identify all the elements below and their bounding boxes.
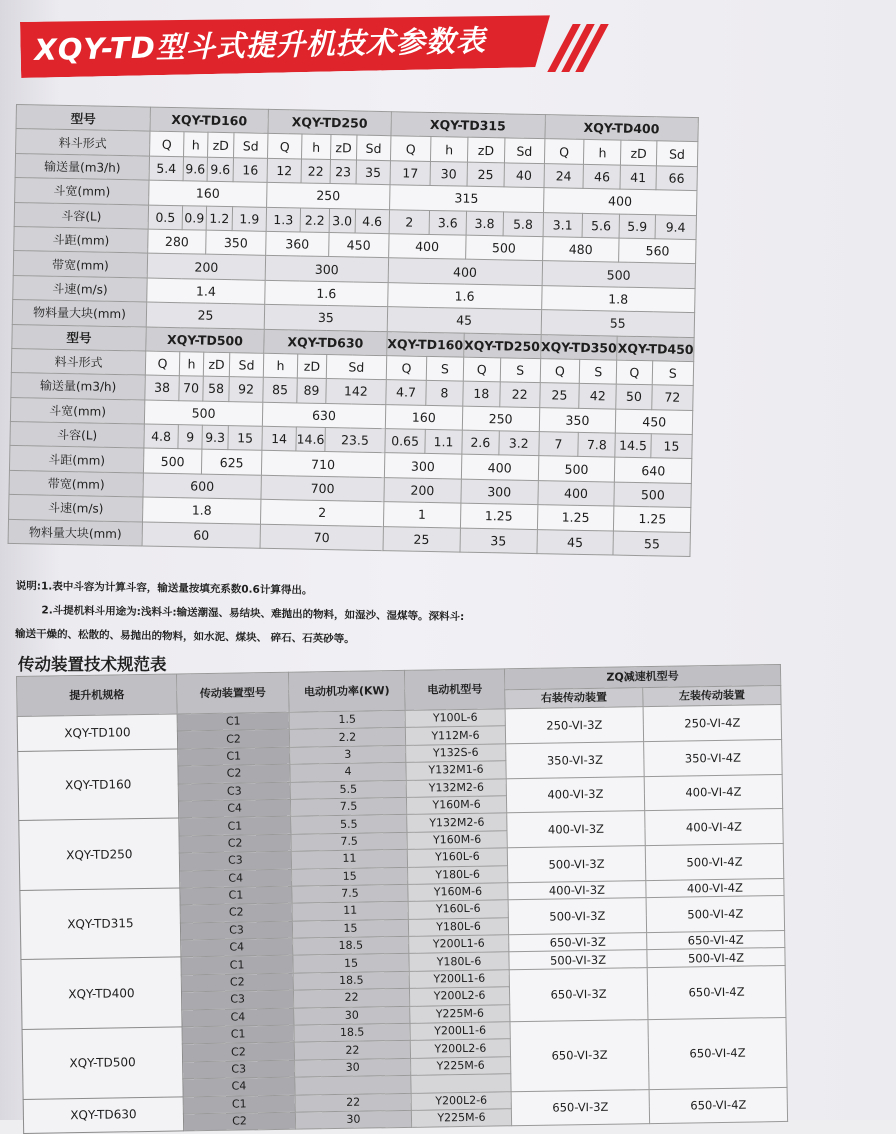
param-cell: 45 [536, 529, 613, 555]
param-cell: 25 [383, 526, 460, 552]
param-cell: Q [463, 357, 501, 382]
header-motor-power: 电动机功率(KW) [288, 670, 405, 712]
motor-power-cell [295, 1076, 411, 1095]
drive-model-cell: C1 [182, 1025, 294, 1044]
header-motor-model: 电动机型号 [404, 669, 505, 711]
motor-model-cell: Y200L1-6 [409, 970, 509, 989]
motor-model-cell: Y160M-6 [406, 796, 506, 815]
motor-power-cell: 18.5 [293, 936, 409, 955]
param-cell: 70 [260, 524, 383, 551]
param-cell: 70 [179, 376, 203, 401]
param-cell: XQY-TD630 [264, 329, 387, 356]
motor-model-cell: Y200L2-6 [410, 1039, 510, 1058]
param-cell: zD [203, 352, 229, 377]
drive-model-cell: C2 [178, 764, 290, 783]
param-cell: 1.6 [265, 280, 388, 307]
param-cell: 85 [263, 378, 297, 403]
param-cell: XQY-TD500 [146, 327, 264, 354]
param-cell: 400 [388, 234, 465, 260]
param-cell: 160 [149, 180, 267, 207]
param-cell: 350 [539, 407, 616, 433]
motor-power-cell: 1.5 [289, 710, 405, 729]
motor-power-cell: 15 [293, 954, 409, 973]
param-cell: 35 [460, 528, 537, 554]
technical-parameter-table-wrapper [8, 104, 699, 557]
motor-power-cell: 18.5 [293, 971, 409, 990]
param-cell: 1.6 [388, 282, 542, 309]
motor-power-cell: 2.2 [289, 728, 405, 747]
motor-power-cell: 7.5 [291, 832, 407, 851]
param-cell: Sd [656, 141, 698, 166]
drive-model-cell: C2 [182, 1043, 294, 1062]
param-cell: 30 [430, 161, 467, 186]
technical-parameter-table [8, 104, 699, 557]
param-cell: S [652, 361, 694, 386]
param-cell: 0.65 [385, 429, 426, 454]
elevator-spec-cell: XQY-TD100 [17, 714, 178, 751]
motor-model-cell: Y160L-6 [407, 848, 507, 867]
param-cell: 15 [650, 434, 692, 459]
param-cell: 500 [542, 261, 696, 288]
row-label: 物料量大块(mm) [12, 300, 146, 327]
param-cell: 5.4 [149, 156, 183, 181]
drive-model-cell: C3 [180, 921, 292, 940]
param-cell: Q [540, 359, 580, 384]
banner-slash-decoration [548, 24, 594, 76]
row-label: 斗宽(mm) [10, 397, 144, 424]
param-cell: 9 [178, 425, 202, 450]
param-cell: Q [544, 139, 584, 164]
param-cell: 3.2 [499, 431, 539, 456]
motor-power-cell: 15 [292, 919, 408, 938]
param-cell: 2.6 [462, 430, 500, 455]
param-cell: 200 [384, 477, 461, 503]
param-cell: 200 [147, 253, 265, 280]
param-cell: Q [617, 360, 653, 385]
param-cell: 600 [143, 473, 261, 500]
left-reducer-cell: 650-VI-4Z [647, 965, 786, 1019]
param-cell: 55 [541, 310, 695, 337]
param-cell: 500 [538, 456, 615, 482]
param-cell: 50 [616, 384, 652, 409]
right-reducer-cell: 650-VI-3Z [509, 933, 647, 953]
motor-power-cell: 30 [295, 1058, 411, 1077]
param-cell: Q [150, 131, 184, 156]
param-cell: 1.1 [425, 430, 462, 455]
param-cell: 640 [615, 458, 692, 484]
param-cell: Q [268, 134, 302, 159]
param-cell: 4.8 [144, 424, 178, 449]
right-reducer-cell: 400-VI-3Z [507, 811, 646, 848]
header-reducer-group: ZQ减速机型号 [504, 664, 780, 689]
row-label: 斗速(m/s) [13, 275, 147, 302]
param-cell: 4.7 [386, 380, 427, 405]
param-cell: 18 [462, 381, 500, 406]
motor-power-cell: 7.5 [292, 884, 408, 903]
motor-power-cell: 22 [294, 1041, 410, 1060]
param-cell: 89 [297, 378, 326, 403]
row-label: 型号 [16, 105, 150, 132]
param-cell: 45 [387, 307, 541, 334]
param-cell: 315 [389, 185, 543, 212]
param-cell: 1.8 [143, 497, 261, 524]
motor-model-cell: Y132M2-6 [407, 813, 507, 832]
param-cell: 1.25 [537, 505, 614, 531]
param-cell: 1.4 [147, 278, 265, 305]
param-cell: 500 [143, 448, 201, 473]
param-cell: 9.4 [655, 214, 697, 239]
param-cell: 9.3 [202, 425, 228, 450]
param-cell: 250 [462, 406, 539, 432]
param-cell: XQY-TD160 [150, 107, 268, 134]
motor-model-cell: Y180L-6 [408, 917, 508, 936]
param-cell: h [302, 134, 331, 159]
motor-model-cell: Y200L1-6 [410, 1022, 510, 1041]
param-cell: Q [390, 136, 431, 161]
note-line-3: 输送干燥的、松散的、易抛出的物料，如水泥、煤块、 碎石、石英砂等。 [14, 627, 355, 646]
param-cell: S [500, 358, 540, 383]
param-cell: Q [145, 351, 179, 376]
param-cell: 1 [383, 502, 460, 528]
param-cell: 8 [426, 381, 463, 406]
param-cell: 35 [356, 160, 390, 185]
right-reducer-cell: 250-VI-3Z [505, 707, 644, 744]
motor-power-cell: 5.5 [291, 815, 407, 834]
drive-model-cell: C2 [183, 1112, 295, 1131]
motor-model-cell: Y200L1-6 [409, 935, 509, 954]
param-cell: h [584, 140, 621, 165]
drive-model-cell: C3 [183, 1060, 295, 1079]
row-label: 带宽(mm) [13, 251, 147, 278]
drive-model-cell: C1 [179, 817, 291, 836]
param-cell: 500 [614, 482, 691, 508]
param-cell: Sd [504, 138, 544, 163]
page-title: XQY-TD型斗式提升机技术参数表 [34, 23, 487, 67]
param-cell: 60 [142, 522, 260, 549]
param-cell: 480 [542, 237, 619, 263]
param-cell: Q [386, 356, 427, 381]
param-cell: S [580, 359, 617, 384]
motor-model-cell: Y200L2-6 [411, 1091, 511, 1110]
motor-power-cell: 4 [290, 763, 406, 782]
param-cell: 400 [461, 455, 538, 481]
elevator-spec-cell: XQY-TD250 [19, 818, 180, 890]
param-cell: XQY-TD400 [544, 115, 698, 142]
motor-model-cell: Y200L2-6 [409, 987, 509, 1006]
right-reducer-cell: 500-VI-3Z [507, 846, 646, 883]
param-cell: 360 [266, 231, 329, 257]
param-cell: 142 [326, 379, 386, 405]
motor-model-cell: Y225M-6 [411, 1109, 511, 1128]
param-cell: 16 [233, 157, 267, 182]
param-cell: 2 [389, 209, 430, 234]
param-cell: 25 [146, 302, 264, 329]
motor-model-cell: Y180L-6 [408, 865, 508, 884]
right-reducer-cell: 650-VI-3Z [510, 1020, 649, 1092]
drive-model-cell: C2 [181, 973, 293, 992]
left-reducer-cell: 650-VI-4Z [648, 1017, 787, 1089]
param-cell: 7 [538, 432, 578, 457]
motor-power-cell: 30 [294, 1006, 410, 1025]
elevator-spec-cell: XQY-TD160 [18, 749, 179, 821]
param-cell: 450 [328, 232, 388, 258]
param-cell: XQY-TD250 [268, 109, 391, 136]
right-reducer-cell: 400-VI-3Z [508, 881, 646, 901]
motor-power-cell: 30 [295, 1110, 411, 1129]
param-cell: S [426, 356, 463, 381]
param-cell: 23.5 [325, 428, 385, 454]
right-reducer-cell: 650-VI-3Z [509, 967, 648, 1021]
param-cell: zD [208, 133, 234, 158]
param-cell: 1.25 [614, 506, 691, 532]
motor-power-cell: 15 [292, 867, 408, 886]
row-label: 输送量(m3/h) [11, 373, 145, 400]
motor-power-cell: 22 [293, 989, 409, 1008]
param-cell: 3.8 [466, 211, 504, 236]
left-reducer-cell: 400-VI-4Z [644, 774, 783, 811]
param-cell: Sd [326, 354, 386, 380]
param-cell: 40 [504, 163, 544, 188]
param-cell: 630 [262, 402, 385, 429]
drive-model-cell: C4 [178, 799, 290, 818]
param-cell: XQY-TD160 [387, 331, 464, 357]
param-cell: 14 [262, 426, 296, 451]
elevator-spec-cell: XQY-TD315 [20, 888, 181, 960]
drive-model-cell: C3 [179, 851, 291, 870]
param-cell: h [263, 353, 297, 378]
motor-model-cell: Y180L-6 [409, 952, 509, 971]
param-cell: 5.8 [503, 211, 543, 236]
param-cell: 625 [201, 450, 261, 476]
drive-model-cell: C1 [183, 1095, 295, 1114]
drive-model-cell: C3 [178, 782, 290, 801]
param-cell: 450 [616, 409, 693, 435]
drive-model-cell: C1 [178, 747, 290, 766]
param-cell: 5.6 [582, 213, 619, 238]
header-spec: 提升机规格 [17, 674, 178, 717]
header-left-drive: 左装传动装置 [643, 685, 781, 706]
param-cell: 72 [651, 385, 693, 410]
param-cell: 12 [267, 158, 301, 183]
param-cell: 500 [144, 400, 262, 427]
param-cell: 24 [543, 163, 583, 188]
motor-model-cell: Y160M-6 [408, 883, 508, 902]
row-label: 物料量大块(mm) [8, 519, 142, 546]
motor-power-cell: 22 [295, 1093, 411, 1112]
motor-model-cell: Y132M2-6 [406, 778, 506, 797]
drive-spec-section-title: 传动装置技术规范表 [18, 655, 167, 674]
elevator-spec-cell: XQY-TD400 [21, 957, 182, 1029]
param-cell: 35 [264, 304, 387, 331]
param-cell: 25 [539, 383, 579, 408]
right-reducer-cell: 500-VI-3Z [509, 950, 647, 970]
param-cell: 2.2 [300, 208, 329, 233]
param-cell: zD [621, 141, 657, 166]
param-cell: Sd [234, 133, 268, 158]
param-cell: 1.9 [232, 206, 266, 231]
param-cell: 300 [461, 479, 538, 505]
param-cell: 3.6 [429, 210, 466, 235]
param-cell: 5.9 [619, 214, 655, 239]
motor-model-cell: Y132M1-6 [406, 761, 506, 780]
left-reducer-cell: 500-VI-4Z [646, 896, 785, 933]
right-reducer-cell: 400-VI-3Z [506, 776, 645, 813]
param-cell: 2 [260, 500, 383, 527]
drive-model-cell: C1 [181, 956, 293, 975]
param-cell: h [184, 132, 208, 157]
drive-model-cell: C2 [177, 730, 289, 749]
left-reducer-cell: 400-VI-4Z [646, 878, 784, 898]
drive-model-cell: C4 [181, 938, 293, 957]
row-label: 料斗形式 [16, 129, 150, 156]
left-reducer-cell: 650-VI-4Z [649, 1087, 788, 1124]
motor-power-cell: 7.5 [290, 797, 406, 816]
elevator-spec-cell: XQY-TD500 [22, 1027, 183, 1099]
param-cell: Sd [356, 135, 390, 160]
param-cell: 9.6 [183, 157, 207, 182]
param-cell: 55 [613, 531, 690, 557]
notes-block [15, 574, 465, 653]
param-cell: zD [330, 135, 356, 160]
param-cell: 25 [467, 162, 505, 187]
left-reducer-cell: 650-VI-4Z [647, 931, 785, 951]
header-drive-model: 传动装置型号 [176, 672, 289, 714]
drive-spec-table-wrapper [16, 664, 788, 1134]
param-cell: 700 [261, 475, 384, 502]
right-reducer-cell: 500-VI-3Z [508, 898, 647, 935]
param-cell: 400 [388, 258, 542, 285]
motor-model-cell: Y225M-6 [410, 1004, 510, 1023]
row-label: 斗速(m/s) [9, 495, 143, 522]
left-reducer-cell: 350-VI-4Z [644, 739, 783, 776]
param-cell: zD [297, 354, 326, 379]
param-cell: 42 [579, 384, 616, 409]
param-cell: zD [467, 138, 505, 163]
row-label: 料斗形式 [11, 348, 145, 375]
drive-model-cell: C3 [181, 990, 293, 1009]
param-cell: Sd [229, 353, 263, 378]
param-cell: 400 [543, 188, 697, 215]
motor-power-cell: 18.5 [294, 1023, 410, 1042]
left-reducer-cell: 400-VI-4Z [645, 809, 784, 846]
param-cell: 41 [620, 165, 656, 190]
drive-model-cell: C1 [177, 712, 289, 731]
motor-power-cell: 5.5 [290, 780, 406, 799]
param-cell: XQY-TD315 [391, 112, 545, 139]
row-label: 斗宽(mm) [15, 178, 149, 205]
param-cell: 7.8 [578, 432, 615, 457]
left-reducer-cell: 250-VI-4Z [643, 704, 782, 741]
param-cell: 38 [145, 375, 179, 400]
param-cell: 0.9 [182, 205, 206, 230]
header-right-drive: 右装传动装置 [505, 688, 643, 709]
right-reducer-cell: 350-VI-3Z [506, 741, 645, 778]
param-cell: 66 [656, 166, 698, 191]
param-cell: 350 [206, 230, 266, 256]
param-cell: 1.25 [460, 503, 537, 529]
row-label: 斗距(mm) [9, 446, 143, 473]
motor-power-cell: 11 [291, 850, 407, 869]
param-cell: 500 [465, 235, 542, 261]
param-cell: 1.3 [266, 207, 300, 232]
motor-model-cell [411, 1074, 511, 1093]
param-cell: 0.5 [148, 205, 182, 230]
param-cell: 9.6 [207, 157, 233, 182]
row-label: 输送量(m3/h) [15, 153, 149, 180]
note-line-2: 2.斗提机料斗用途为:浅料斗:输送潮湿、易结块、难抛出的物料，如湿沙、湿煤等。深料斗: [41, 604, 465, 624]
param-cell: 400 [537, 480, 614, 506]
param-cell: 22 [301, 159, 330, 184]
motor-power-cell: 3 [290, 745, 406, 764]
motor-model-cell: Y100L-6 [405, 709, 505, 728]
param-cell: 1.8 [541, 285, 695, 312]
left-reducer-cell: 500-VI-4Z [645, 844, 784, 881]
drive-model-cell: C1 [180, 886, 292, 905]
param-cell: 14.6 [296, 427, 325, 452]
param-cell: 3.1 [543, 212, 583, 237]
row-label: 斗容(L) [14, 202, 148, 229]
param-cell: 14.5 [615, 433, 651, 458]
param-cell: 22 [500, 382, 540, 407]
param-cell: 710 [261, 451, 384, 478]
param-cell: XQY-TD250 [463, 333, 540, 359]
param-cell: 250 [267, 183, 390, 210]
motor-model-cell: Y225M-6 [411, 1057, 511, 1076]
param-cell: 280 [148, 229, 206, 254]
drive-model-cell: C2 [180, 903, 292, 922]
param-cell: 300 [265, 256, 388, 283]
param-cell: 3.0 [329, 208, 355, 233]
drive-model-cell: C4 [183, 1077, 295, 1096]
param-cell: 23 [330, 159, 356, 184]
param-cell: 4.6 [355, 209, 389, 234]
param-cell: XQY-TD450 [617, 336, 694, 362]
param-cell: 46 [583, 164, 620, 189]
row-label: 带宽(mm) [9, 470, 143, 497]
left-reducer-cell: 500-VI-4Z [647, 948, 785, 968]
drive-model-cell: C2 [179, 834, 291, 853]
param-cell: h [431, 137, 468, 162]
param-cell: 560 [619, 238, 696, 264]
note-line-1: 说明:1.表中斗容为计算斗容，输送量按填充系数0.6计算得出。 [15, 579, 313, 597]
drive-model-cell: C4 [180, 869, 292, 888]
row-label: 型号 [12, 324, 146, 351]
motor-model-cell: Y132S-6 [406, 744, 506, 763]
row-label: 斗容(L) [10, 422, 144, 449]
motor-power-cell: 11 [292, 902, 408, 921]
param-cell: 58 [203, 376, 229, 401]
motor-model-cell: Y112M-6 [405, 726, 505, 745]
motor-model-cell: Y160L-6 [408, 900, 508, 919]
param-cell: 160 [385, 404, 462, 430]
param-cell: 15 [228, 426, 262, 451]
param-cell: 1.2 [206, 206, 232, 231]
drive-spec-table [16, 664, 788, 1134]
row-label: 斗距(mm) [14, 226, 148, 253]
param-cell: 300 [384, 453, 461, 479]
param-cell: 92 [229, 377, 263, 402]
motor-model-cell: Y160M-6 [407, 831, 507, 850]
elevator-spec-cell: XQY-TD630 [23, 1097, 184, 1134]
param-cell: 17 [390, 160, 431, 185]
param-cell: XQY-TD350 [540, 334, 617, 360]
param-cell: h [179, 352, 203, 377]
drive-model-cell: C4 [182, 1008, 294, 1027]
right-reducer-cell: 650-VI-3Z [511, 1089, 650, 1126]
